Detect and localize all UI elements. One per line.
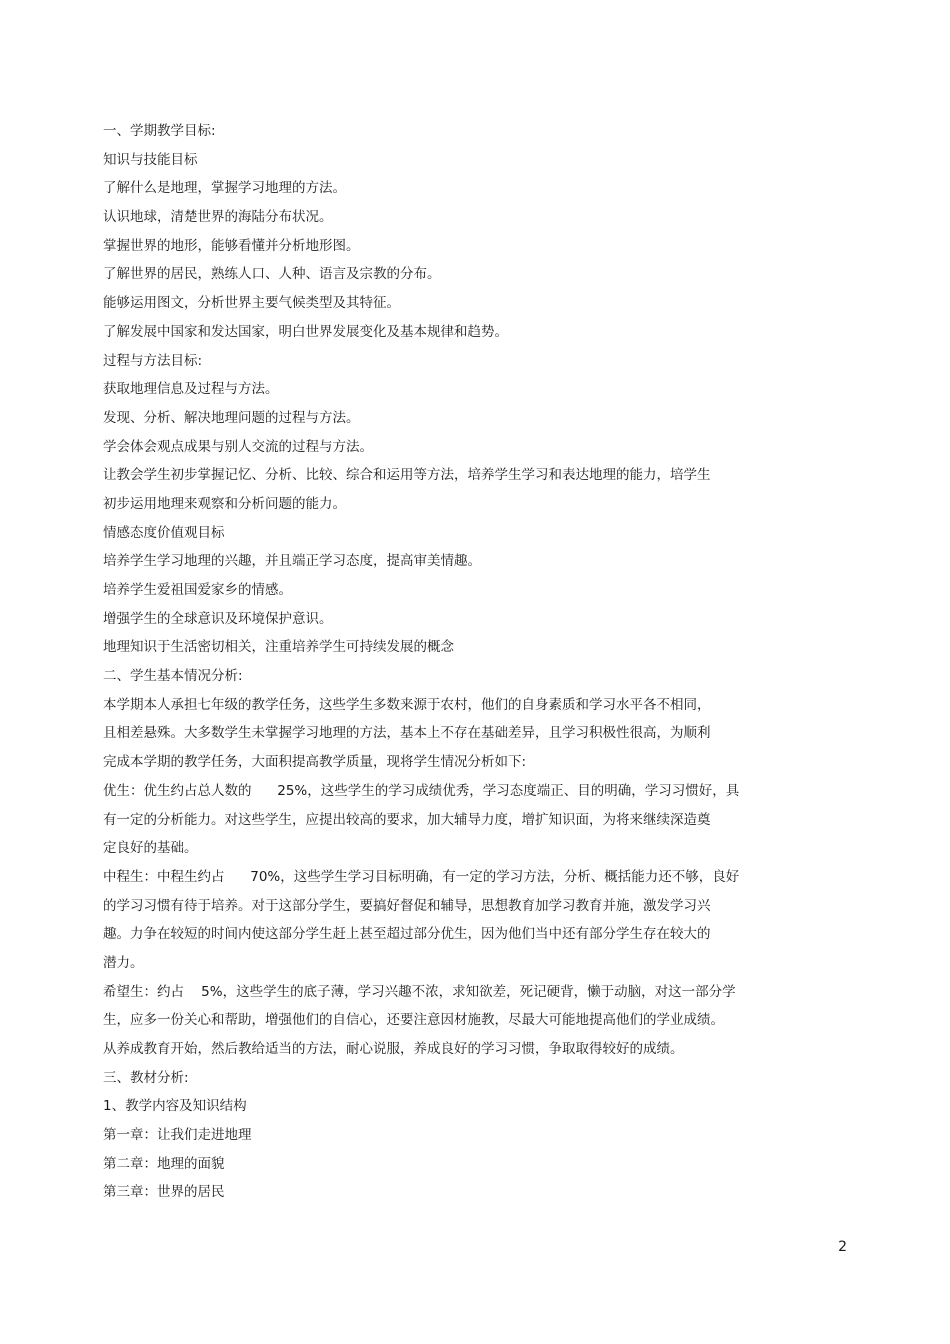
text-line: 中程生：中程生约占 70%，这些学生学习目标明确，有一定的学习方法，分析、概括能力还不够，良好 [103,868,740,885]
text-line: 了解发展中国家和发达国家，明白世界发展变化及基本规律和趋势。 [103,323,508,340]
text-line: 发现、分析、解决地理问题的过程与方法。 [103,409,360,426]
text-line: 本学期本人承担七年级的教学任务，这些学生多数来源于农村，他们的自身素质和学习水平各不相同， [103,696,711,713]
text-line: 能够运用图文，分析世界主要气候类型及其特征。 [103,295,400,312]
chapter-item: 第一章：让我们走进地理 [103,1127,252,1144]
section-heading-1: 一、学期教学目标: [103,123,216,139]
section-heading-3: 三、教材分析: [103,1069,189,1086]
section-heading-2: 二、学生基本情况分析: [103,668,243,685]
text-line: 的学习习惯有待于培养。对于这部分学生，要搞好督促和辅导，思想教育加学习教育并施，激发学习兴 [103,897,711,914]
subheading-attitude-values: 情感态度价值观目标 [103,524,225,541]
text-line: 培养学生爱祖国爱家乡的情感。 [103,582,292,598]
text-body [103,117,823,1207]
text-line: 初步运用地理来观察和分析问题的能力。 [103,495,346,512]
subheading-content-structure: 1、教学内容及知识结构 [103,1098,247,1115]
text-line: 学会体会观点成果与别人交流的过程与方法。 [103,438,373,455]
text-line: 从养成教育开始，然后教给适当的方法，耐心说服，养成良好的学习习惯，争取取得较好的成绩。 [103,1041,684,1057]
text-line: 了解什么是地理，掌握学习地理的方法。 [103,180,346,197]
chapter-item: 第三章：世界的居民 [103,1184,225,1201]
subheading-knowledge-skills: 知识与技能目标 [103,151,198,168]
text-line: 完成本学期的教学任务，大面积提高教学质量，现将学生情况分析如下: [103,754,527,771]
subheading-process-method: 过程与方法目标: [103,352,203,369]
page-number: 2 [838,1239,847,1255]
text-line: 了解世界的居民，熟练人口、人种、语言及宗教的分布。 [103,266,441,283]
text-line: 掌握世界的地形，能够看懂并分析地形图。 [103,237,360,254]
text-line: 让教会学生初步掌握记忆、分析、比较、综合和运用等方法，培养学生学习和表达地理的能力，培学生 [103,467,711,484]
text-line: 地理知识于生活密切相关，注重培养学生可持续发展的概念 [103,639,454,656]
text-line: 优生：优生约占总人数的 25%，这些学生的学习成绩优秀，学习态度端正、目的明确，学习习惯好，具 [103,782,740,799]
text-line: 生，应多一份关心和帮助，增强他们的自信心，还要注意因材施教，尽最大可能地提高他们的学业成绩。 [103,1012,724,1029]
text-line: 定良好的基础。 [103,840,198,857]
text-line: 培养学生学习地理的兴趣，并且端正学习态度，提高审美情趣。 [103,553,481,570]
text-line: 潜力。 [103,954,144,971]
text-line: 且相差悬殊。大多数学生未掌握学习地理的方法，基本上不存在基础差异，且学习积极性很高，为顺利 [103,725,711,742]
text-line: 希望生：约占 5%，这些学生的底子薄，学习兴趣不浓，求知欲差，死记硬背，懒于动脑，对这一部分学 [103,983,736,1000]
text-line: 认识地球，清楚世界的海陆分布状况。 [103,209,333,226]
chapter-item: 第二章：地理的面貌 [103,1155,225,1172]
text-line: 有一定的分析能力。对这些学生，应提出较高的要求，加大辅导力度，增扩知识面，为将来继续深造奠 [103,811,711,828]
text-line: 趣。力争在较短的时间内使这部分学生赶上甚至超过部分优生，因为他们当中还有部分学生存在较大的 [103,926,711,943]
text-line: 增强学生的全球意识及环境保护意识。 [103,610,333,627]
text-line: 获取地理信息及过程与方法。 [103,381,279,398]
